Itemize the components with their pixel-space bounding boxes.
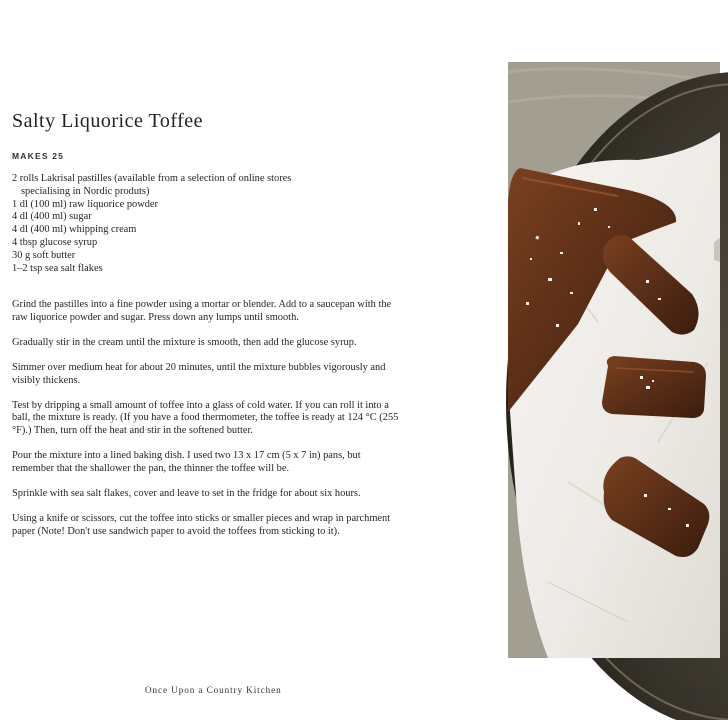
book-title-footer: Once Upon a Country Kitchen <box>145 685 282 695</box>
method-step: Pour the mixture into a lined baking dish. I used two 13 x 17 cm (5 x 7 in) pans, but remember that the shallower the pan, the thinner the toffee will be. <box>12 450 361 474</box>
method-step: Grind the pastilles into a fine powder using a mortar or blender. Add to a saucepan with the raw liquorice powder and sugar. Press down any lumps until smooth. <box>12 299 392 323</box>
ingredient-item: 4 tbsp glucose syrup <box>12 236 98 248</box>
book-title-footer-right: Once Upon a Co <box>654 685 728 695</box>
method-step: Gradually stir in the cream until the mixture is smooth, then add the glucose syrup. <box>12 336 357 348</box>
toffee-photo <box>508 62 720 658</box>
ingredient-item: 1 dl (100 ml) raw liquorice powder <box>12 198 159 210</box>
method-steps <box>12 299 404 551</box>
recipe-yield: MAKES 25 <box>12 151 65 161</box>
ingredient-item: 4 dl (400 ml) whipping cream <box>12 224 137 236</box>
ingredient-item: 1–2 tsp sea salt flakes <box>12 262 103 274</box>
ingredient-item: 30 g soft butter <box>12 249 76 261</box>
method-step: Simmer over medium heat for about 20 minutes, until the mixture bubbles vigorously and visibly thickens. <box>12 361 386 386</box>
method-step: Sprinkle with sea salt flakes, cover and leave to set in the fridge for about six hours. <box>12 487 361 499</box>
ingredient-item: 4 dl (400 ml) sugar <box>12 211 92 223</box>
recipe-title: Salty Liquorice Toffee <box>12 110 204 132</box>
toffee-stick <box>602 356 706 418</box>
ingredient-list <box>12 173 292 275</box>
method-step: Using a knife or scissors, cut the toffee into sticks or smaller pieces and wrap in parchment paper (Note! Don't use sandwich paper to avoid the toffees from sticking to it). <box>12 512 391 537</box>
toffee-photo-illustration <box>508 62 720 658</box>
ingredient-item: 2 rolls Lakrisal pastilles (available from a selection of online stores specialising in Nordic produts) <box>12 173 292 197</box>
method-step: Test by dripping a small amount of toffee into a glass of cold water. If you can roll it into a ball, the mixture is ready. (If you have a food thermometer, the toffee is ready at 124 °C (255 °F).) Then, turn off the heat and stir in the softened butter. <box>12 399 399 437</box>
